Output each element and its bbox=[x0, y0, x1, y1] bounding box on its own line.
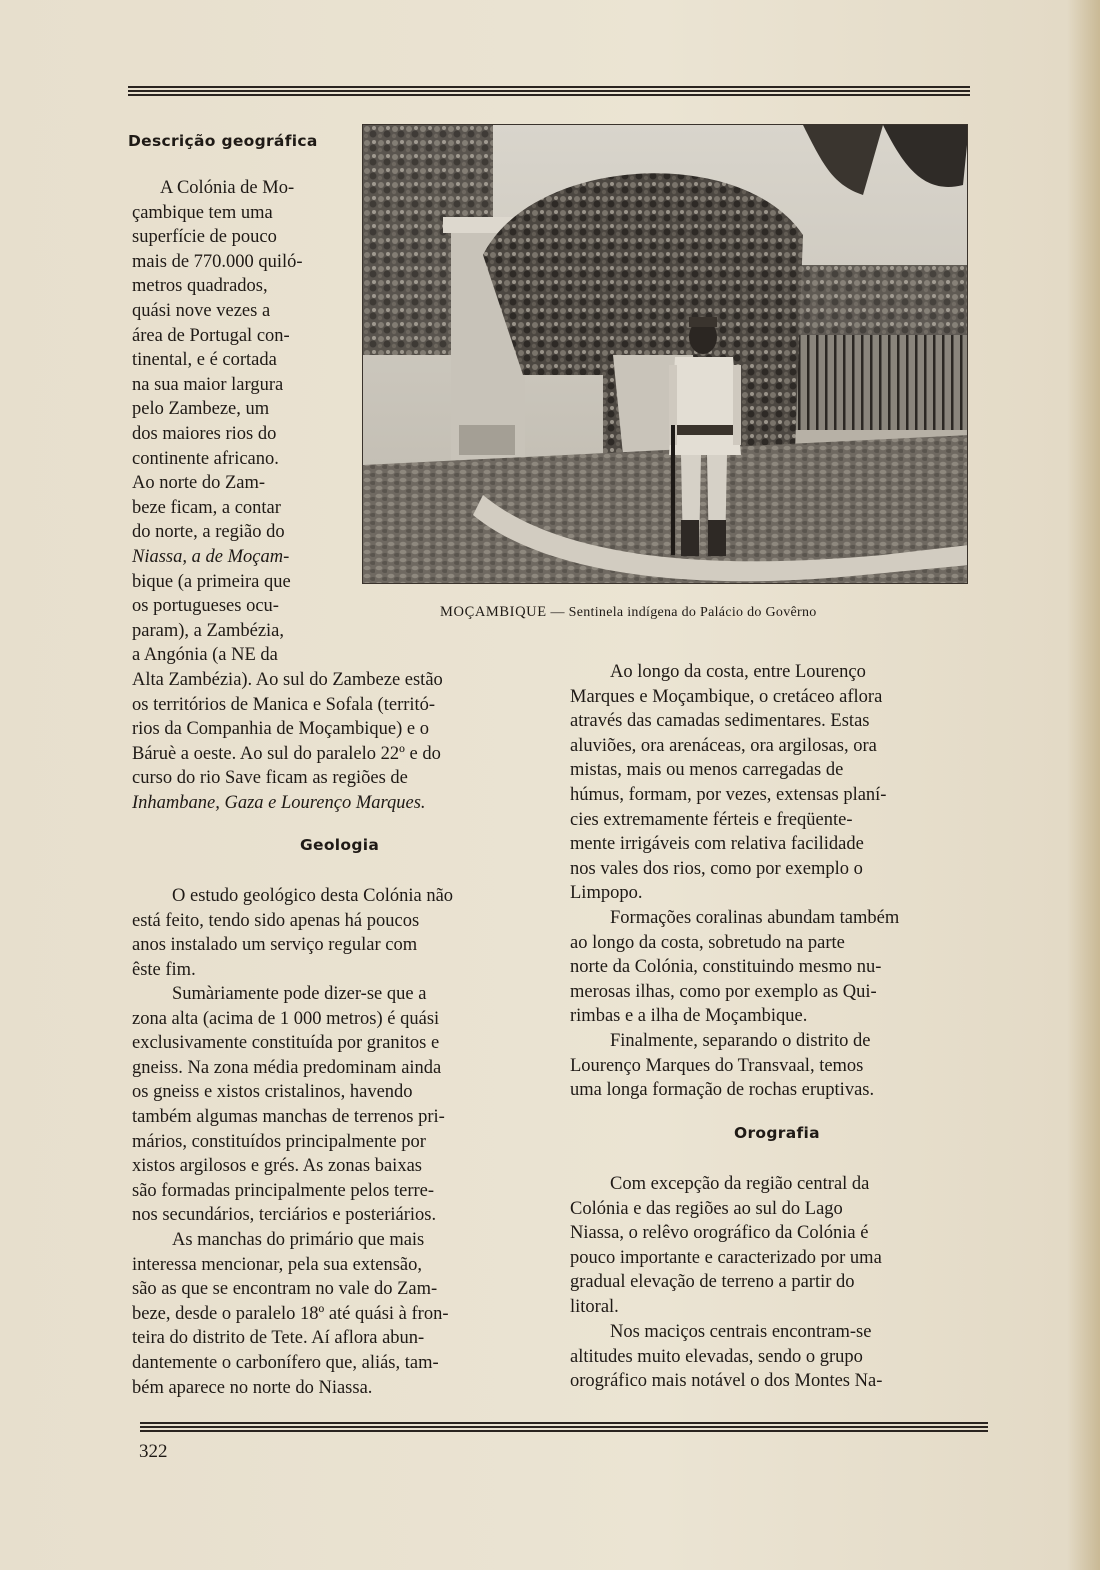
line: curso do rio Save ficam as regiões de bbox=[132, 768, 408, 789]
line: Niassa, a de Moçam- bbox=[132, 546, 290, 567]
line: param), a Zambézia, bbox=[132, 620, 285, 641]
paragraph-geologia-1 bbox=[132, 884, 540, 982]
caption-place: MOÇAMBIQUE bbox=[440, 604, 547, 620]
line: mente irrigáveis com relativa facilidade bbox=[570, 834, 864, 855]
line: dos maiores rios do bbox=[132, 423, 277, 444]
line: altitudes muito elevadas, sendo o grupo bbox=[570, 1346, 863, 1367]
paragraph-regions bbox=[132, 668, 540, 816]
line: rimbas e a ilha de Moçambique. bbox=[570, 1006, 808, 1027]
line: dantemente o carbonífero que, aliás, tam- bbox=[132, 1352, 439, 1373]
bottom-rule bbox=[140, 1422, 988, 1434]
line: mários, constituídos principalmente por bbox=[132, 1131, 426, 1152]
paragraph-geologia-2 bbox=[132, 982, 540, 1228]
line: teira do distrito de Tete. Aí aflora abun- bbox=[132, 1328, 425, 1349]
line: orográfico mais notável o dos Montes Na- bbox=[570, 1371, 883, 1392]
photo-caption bbox=[440, 604, 910, 621]
line: superfície de pouco bbox=[132, 227, 277, 248]
line: húmus, formam, por vezes, extensas planí- bbox=[570, 784, 887, 805]
line: continente africano. bbox=[132, 448, 279, 469]
paragraph-geologia-3 bbox=[132, 1228, 540, 1400]
line: pelo Zambeze, um bbox=[132, 399, 270, 420]
line: a Angónia (a NE da bbox=[132, 645, 278, 666]
line: exclusivamente constituída por granitos e bbox=[132, 1033, 440, 1054]
line: Alta Zambézia). Ao sul do Zambeze estão bbox=[132, 670, 443, 690]
line: beze ficam, a contar bbox=[132, 497, 281, 518]
line: mais de 770.000 quiló- bbox=[132, 251, 303, 272]
top-rule bbox=[128, 86, 970, 98]
paragraph-orografia-2 bbox=[570, 1320, 980, 1394]
line: beze, desde o paralelo 18º até quási à fron- bbox=[132, 1303, 449, 1324]
line: rios da Companhia de Moçambique) e o bbox=[132, 719, 429, 740]
sentinel-photo bbox=[362, 124, 968, 584]
line: Finalmente, separando o distrito de bbox=[610, 1031, 871, 1051]
line: nos vales dos rios, como por exemplo o bbox=[570, 858, 863, 879]
line: Colónia e das regiões ao sul do Lago bbox=[570, 1198, 843, 1219]
line: Limpopo. bbox=[570, 883, 643, 904]
line: ao longo da costa, sobretudo na parte bbox=[570, 932, 845, 953]
photo-illustration bbox=[363, 125, 968, 584]
line: são formadas principalmente pelos terre- bbox=[132, 1180, 435, 1201]
intro-wrap-text bbox=[132, 176, 332, 668]
paragraph-costa bbox=[570, 660, 980, 906]
line: A Colónia de Mo- bbox=[160, 178, 295, 198]
paragraph-coralinas bbox=[570, 906, 980, 1029]
line: gradual elevação de terreno a partir do bbox=[570, 1272, 855, 1293]
line: Com excepção da região central da bbox=[610, 1174, 870, 1194]
line: merosas ilhas, como por exemplo as Qui- bbox=[570, 981, 877, 1002]
line: Báruè a oeste. Ao sul do paralelo 22º e do bbox=[132, 743, 441, 764]
line: bique (a primeira que bbox=[132, 571, 291, 592]
line: norte da Colónia, constituindo mesmo nu- bbox=[570, 957, 882, 978]
line: O estudo geológico desta Colónia não bbox=[172, 886, 454, 906]
line: metros quadrados, bbox=[132, 276, 268, 297]
line: tinental, e é cortada bbox=[132, 350, 277, 371]
line: litoral. bbox=[570, 1296, 619, 1317]
line: através das camadas sedimentares. Estas bbox=[570, 711, 870, 732]
line: Inhambane, Gaza e Lourenço Marques. bbox=[132, 792, 426, 813]
line: na sua maior largura bbox=[132, 374, 284, 395]
line: As manchas do primário que mais bbox=[172, 1230, 425, 1250]
line: mistas, mais ou menos carregadas de bbox=[570, 760, 844, 781]
line: interessa mencionar, pela sua extensão, bbox=[132, 1254, 423, 1275]
line: Marques e Moçambique, o cretáceo aflora bbox=[570, 686, 883, 707]
line: Formações coralinas abundam também bbox=[610, 908, 900, 928]
line: do norte, a região do bbox=[132, 522, 285, 543]
line: Lourenço Marques do Transvaal, temos bbox=[570, 1055, 864, 1076]
line: são as que se encontram no vale do Zam- bbox=[132, 1279, 438, 1300]
line: Sumàriamente pode dizer-se que a bbox=[172, 984, 427, 1004]
line: Nos maciços centrais encontram-se bbox=[610, 1322, 872, 1342]
paragraph-eruptivas bbox=[570, 1029, 980, 1103]
line: gneiss. Na zona média predominam ainda bbox=[132, 1057, 442, 1078]
line: aluviões, ora arenáceas, ora argilosas, ora bbox=[570, 735, 877, 756]
line: Niassa, o relêvo orográfico da Colónia é bbox=[570, 1223, 869, 1244]
line: Ao longo da costa, entre Lourenço bbox=[610, 662, 866, 682]
heading-geologia: Geologia bbox=[300, 836, 380, 854]
line: pouco importante e caracterizado por uma bbox=[570, 1247, 882, 1268]
line: também algumas manchas de terrenos pri- bbox=[132, 1106, 445, 1127]
line: xistos argilosos e grés. As zonas baixas bbox=[132, 1156, 422, 1177]
line: cies extremamente férteis e freqüente- bbox=[570, 809, 853, 830]
line: os portugueses ocu- bbox=[132, 596, 279, 617]
heading-descricao-geografica: Descrição geográfica bbox=[128, 132, 318, 150]
line: zona alta (acima de 1 000 metros) é quási bbox=[132, 1008, 440, 1029]
line: bém aparece no norte do Niassa. bbox=[132, 1377, 373, 1398]
line: área de Portugal con- bbox=[132, 325, 290, 346]
line: êste fim. bbox=[132, 959, 196, 980]
line: os territórios de Manica e Sofala (territó- bbox=[132, 694, 436, 715]
page-number: 322 bbox=[139, 1441, 168, 1462]
line: nos secundários, terciários e posteriários. bbox=[132, 1205, 437, 1226]
heading-orografia: Orografia bbox=[734, 1124, 820, 1142]
caption-text: — Sentinela indígena do Palácio do Govêrno bbox=[550, 605, 817, 620]
line: uma longa formação de rochas eruptivas. bbox=[570, 1080, 875, 1101]
line: quási nove vezes a bbox=[132, 300, 271, 321]
paragraph-orografia-1 bbox=[570, 1172, 980, 1320]
line: está feito, tendo sido apenas há poucos bbox=[132, 910, 420, 931]
line: çambique tem uma bbox=[132, 202, 273, 223]
line: os gneiss e xistos cristalinos, havendo bbox=[132, 1082, 413, 1103]
line: Ao norte do Zam- bbox=[132, 473, 266, 494]
line: anos instalado um serviço regular com bbox=[132, 935, 418, 956]
